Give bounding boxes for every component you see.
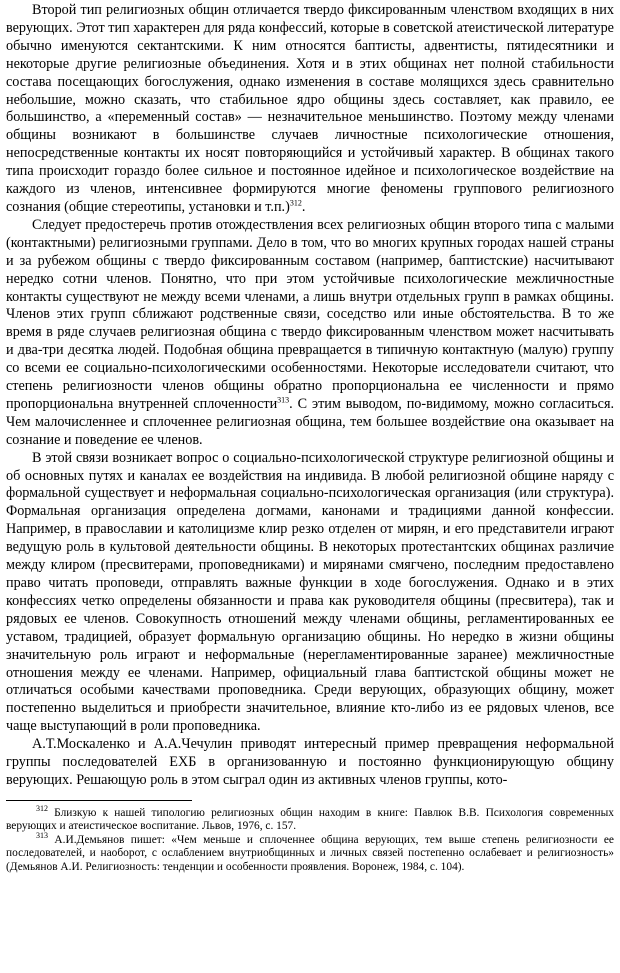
paragraph-text: В этой связи возникает вопрос о социально-психологической структуре религиозной общины и об основных путях и каналах ее воздействия на индивида. В любой религиозной общине наряду с формальной существует и неформальная социально-психологическая организация (или структура). Формальная организация определена догмами, канонами и традициями данной конфессии. Например, в православии и католицизме клир резко отделен от мирян, и его представители играют ведущую роль в культовой деятельности общины. В некоторых протестантских общинах различие между клиром (пресвитерами, проповедниками) и мирянами смягчено, последним предоставлено право читать проповеди, отправлять важные функции в ходе богослужения. Однако и в этих конфессиях четко определены обязанности и права как руководителя общины (пресвитера), так и рядовых ее членов. Совокупность отношений между членами общины, регламентированных ее уставом, традицией, образует формальную организацию общины. Но нередко в жизни общины значительную роль играют и неформальные (нерегламентированные заранее) межличностные отношения между ее членами. Например, официальный глава баптистской общины может не отличаться особыми качествами проповедника. Среди верующих, образующих общину, может постепенно выделиться и приобрести значительное, влияние кто-либо из ее рядовых членов, все чаще выступающий в роли проповедника. [6, 449, 614, 735]
footnote [6, 804, 614, 834]
footnote-divider [6, 800, 192, 801]
paragraph-text-continued: С этим выводом, по-видимому, можно согласиться. Чем малочисленнее и сплоченнее религиозная община, тем большее воздействие она оказывает на сознание и поведение ее членов. [6, 395, 615, 448]
footnote-number: 312 [36, 804, 48, 814]
paragraph-text: А.Т.Москаленко и А.А.Чечулин приводят интересный пример превращения неформальной группы последователей ЕХБ в организованную и постоянно функционирующую общину верующих. Решающую роль в этом сыграл один из активных членов группы, кото- [6, 736, 614, 788]
footnote-ref[interactable]: 312 [289, 198, 302, 208]
paragraph-text: Следует предостеречь против отождествления всех религиозных общин второго типа с малыми (контактными) религиозными группами. Дело в том, что во многих крупных городах нашей страны и за рубежом общины с твердо фиксированным составом (например, баптистские) насчитывают нередко сотни членов. Понятно, что при этом устойчивые психологические межличностные контакты существуют не между всеми членами, а лишь внутри отдельных групп в рамках общины. Членов этих групп сближают родственные связи, соседство или иные обстоятельства. В то же время в ряде случаев религиозная община с твердо фиксированным членством может насчитывать и два-три десятка людей. Подобная община превращается в типичную контактную (малую) группу со всеми ее социально-психологическими особенностями. Некоторые исследователи считают, что степень религиозности членов общины обратно пропорциональна ее численности и прямо пропорциональна внутренней сплоченности [6, 216, 614, 412]
footnotes [6, 804, 614, 874]
paragraph [6, 2, 614, 217]
footnote-number: 313 [36, 830, 48, 840]
body-text [6, 2, 614, 790]
paragraph [6, 217, 614, 450]
paragraph [6, 450, 614, 737]
footnote [6, 830, 614, 874]
footnote-text: А.И.Демьянов пишет: «Чем меньше и сплоченнее община верующих, тем выше степень религиозности ее последователей, и наоборот, с ослаблением внутриобщинных и личных связей постепенно ослабевает и религиозность» (Демьянов А.И. Религиозность: тенденции и особенности проявления. Воронеж, 1984, с. 104). [6, 833, 614, 873]
paragraph [6, 736, 614, 790]
footnote-ref[interactable]: 313 [277, 395, 290, 405]
paragraph-text-tail: . [301, 198, 306, 215]
footnote-text: Близкую к нашей типологию религиозных общин находим в книге: Павлюк В.В. Психология современных верующих и атеистическое воспитание. Львов, 1976, с. 157. [6, 806, 614, 833]
paragraph-text-tail: . [289, 395, 293, 412]
paragraph-text: Второй тип религиозных общин отличается твердо фиксированным членством входящих в них верующих. Этот тип характерен для ряда конфессий, которые в советской атеистической литературе обычно именуются сектантскими. К ним относятся баптисты, адвентисты, пятидесятники и некоторые другие религиозные объединения. Хотя и в этих общинах нет полной стабильности состава посещающих богослужения, однако изменения в составе молящихся здесь сравнительно небольшие, можно сказать, что стабильное ядро общины здесь составляет, как правило, ее большинство, а «переменный состав» — незначительное меньшинство. Поэтому между членами общины возникают в большинстве случаев личностные психологические отношения, непосредственные контакты их носят повторяющийся и устойчивый характер. В общинах такого типа происходит гораздо более сильное и постоянное идейное и психологическое воздействие на каждого из членов, интенсивнее формируются многие феномены группового религиозного сознания (общие стереотипы, установки и т.п.) [6, 2, 614, 215]
